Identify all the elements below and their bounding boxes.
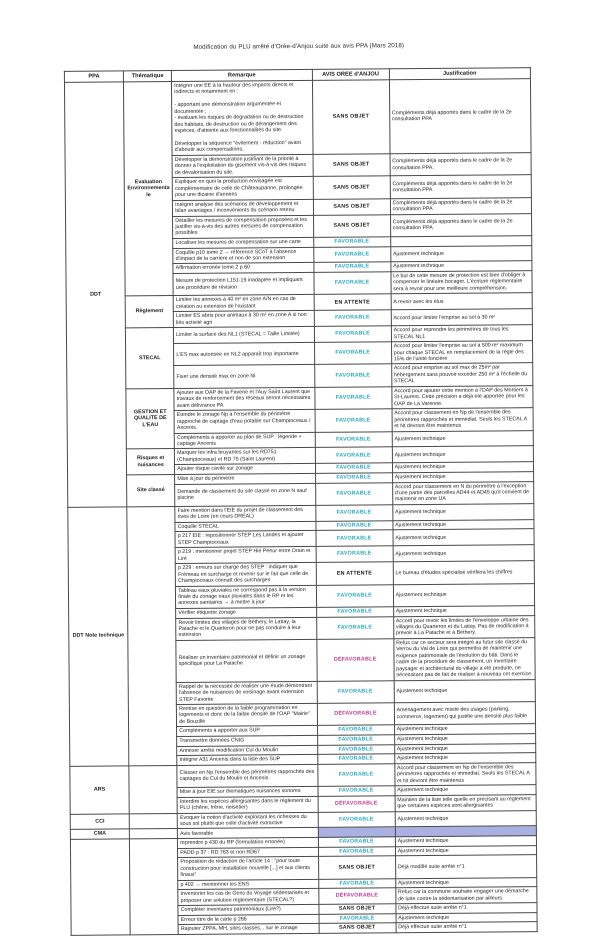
remark-cell: Intégrer une EE à la hauteur des impacts directs et indirects et notamment en : - apportant une démonstration argumentée et documentée ; - évaluant les risques de dégradation ou de destruction des habitats, de destruction ou de dérangement des espèces, d'atteinte aux fonctionnalités du site. Développer la séquence "évitement - réduction" avant d'aboutir aux compensations. <box>172 80 313 155</box>
avis-cell: EN ATTENTE <box>314 294 391 311</box>
remark-cell: Compléments à apporter aux SUP <box>177 726 317 737</box>
justification-cell: Accord pour limiter l'emprise au sol à 30 m² <box>391 309 532 326</box>
thematique-cell <box>129 829 177 839</box>
remark-cell: Proposition de rédaction de l'article 14 : "pour toute construction pour installation nouvelle [...] et aux clients finaux" <box>178 857 318 880</box>
justification-cell: Accord pour revoir les limites de l'enveloppe urbaine des villages du Quarteron et du Lattay. Pas de modification à prévoir à La Patache et à Béthery. <box>393 615 534 638</box>
remark-cell: Intégrer A31 Ancenis dans la liste des SUP <box>177 754 317 765</box>
remark-cell: Limiter ES abris pour animaux à 30 m² en zone A si non liés activité agri <box>173 311 313 328</box>
remark-cell: Ajouter aux OAP de la Faverie et l'Auy Saint Laurent que travaux de renforcement des réseaux seront nécessaires avant délivrance PA <box>174 387 314 410</box>
justification-cell: Accord pour classement en Np de l'ensemble des périmètres rapprochés et immédiat. Seuls les STECAL A et Nt devront être maintenus <box>395 762 536 785</box>
justification-cell: Ajustement technique <box>393 519 534 530</box>
avis-cell <box>318 827 395 837</box>
avis-cell: FAVORABLE <box>319 913 396 923</box>
justification-cell: Ajustement technique <box>395 845 536 856</box>
remark-cell: Interdire les espèces allergisantes dans le règlement du PLU (chêne, frêne, noisetier) <box>177 796 317 813</box>
avis-cell: DÉFAVORABLE <box>318 888 395 905</box>
justification-cell: Ajustement technique <box>394 753 535 764</box>
justification-cell: Aménagement avec mixité des usages (parking, commerce, logement) qui justifie une densité plus faible <box>394 702 535 725</box>
justification-cell: Compléments déjà apportés dans le cadre de la 2e consultation PPA <box>390 175 531 198</box>
avis-cell: FAVORABLE <box>317 735 394 745</box>
justification-cell: Ajustement technique <box>395 877 536 888</box>
remark-cell: Erreur titre de la carte p 266 <box>178 914 318 925</box>
thematique-cell: Evaluation Environnementale <box>124 81 174 296</box>
justification-cell: Déjà effectué suite arrêté n°1 <box>396 922 537 933</box>
avis-cell: FAVORABLE <box>314 326 391 343</box>
avis-cell: FAVORABLE <box>318 878 395 888</box>
avis-cell: FAVORABLE <box>317 744 394 754</box>
remark-cell: Rappel de la nécessité de réaliser une étude démontrant l'absence de nuisances de voisinage avant extension STEP Favorite <box>176 681 316 704</box>
justification-cell: Ajustement technique <box>395 785 536 796</box>
avis-cell: FAVORABLE <box>318 786 395 796</box>
remark-cell: Limiter la surface des NL1 (STECAL = Taille Limitée) <box>174 327 314 344</box>
justification-cell: Accord pour emprise au sol max de 25m² par hébergement sans pouvoir excéder 250 m² à l'échelle du STECAL <box>391 363 532 386</box>
justification-cell: A revoir avec les élus <box>391 293 532 310</box>
remark-cell: Etendre le zonage Np à l'ensemble du périmètre rapproché de captage d'eau potable sur Champtoceaux / Ancenis. <box>174 410 314 433</box>
avis-cell: FAVORABLE <box>313 237 390 247</box>
avis-cell: FAVORABLE <box>315 463 392 473</box>
remark-cell: Coquille p10 tome 2 → référence SCoT à l'absence d'impact de la carrière et non de son extension <box>173 247 313 264</box>
justification-cell: Le but de cette mesure de protection est bien d'obliger à compenser le linéaire bocager. L'écriture réglementaire sera à revoir pour une meilleure compréhension. <box>391 271 532 294</box>
justification-cell: Ajustement technique <box>394 743 535 754</box>
justification-cell: Déjà modifié suite arrêté n°1 <box>395 855 536 878</box>
remark-cell: Rajouter ZPPA, MH, sites classés... sur le zonage <box>178 924 318 935</box>
ppa-cell: ARS <box>70 766 129 814</box>
justification-cell: Ajustement technique <box>392 472 533 483</box>
remark-cell: Compléments à apporter au plan de SUP : légende + captage Ancenis <box>174 432 314 449</box>
justification-cell: Ajustement technique <box>395 810 536 827</box>
justification-cell: Accord pour limiter l'emprise au sol à 500 m² maximum pour chaque STECAL en remplacement de la règle des 15% de l'unité foncière <box>391 341 532 364</box>
justification-cell: Ajustement technique <box>392 462 533 473</box>
remark-cell: Transmettre données CNIG <box>177 735 317 746</box>
avis-cell: FAVORABLE <box>315 482 392 505</box>
thematique-cell: STECAL <box>126 328 175 389</box>
justification-cell: Compléments déjà apportés dans le cadre de la 2e consultation PPA <box>390 213 531 236</box>
avis-cell: FAVORABLE <box>313 272 390 295</box>
avis-cell: DÉFAVORABLE <box>317 703 394 726</box>
justification-cell: Maintien de la liste telle quelle en précisant au règlement que certaines espèces sont allergisantes <box>395 794 536 811</box>
ppa-cell <box>70 839 130 935</box>
remark-cell: Ajouter risque cavité sur zonage <box>175 464 315 475</box>
remark-cell: Détailler les mesures de compensation proposées et les justifier vis-à-vis des autres mesures de compensation possibles <box>173 215 313 238</box>
avis-cell: FAVORABLE <box>317 754 394 764</box>
thematique-cell <box>129 765 177 813</box>
column-header-3: AVIS OREE d'ANJOU <box>312 69 389 81</box>
remark-cell: Intégrer analyse des scénarios de développement et bilan avantages / inconvénients du scénario retenu <box>173 199 313 216</box>
remark-cell: Fixer une densité max en zone Nl <box>174 365 314 388</box>
justification-cell: Accord pour ajouter cette mention à l'OAP des Mortiers à St-Laurent. Cette précision a déjà été apportée pour les OAP de La Varenne. <box>392 385 533 408</box>
remark-cell: Coquille STECAL <box>175 521 315 532</box>
justification-cell: Déjà effectué suite arrêté n°1 <box>396 903 537 914</box>
remark-cell: Mise à jour EIE sur thématiques nuisances sonores <box>177 786 317 797</box>
justification-cell: Ajustement technique <box>393 529 534 546</box>
remark-cell: PADD p 37 : RD 763 et non RD67 <box>178 847 318 858</box>
justification-cell: Compléments déjà apportés dans le cadre de la 2e consultation PPA <box>389 79 531 154</box>
remark-cell: Marquer les infra bruyantes sur les RD751 (Champtoceaux) et RD 75 (Saint Laurent) <box>175 448 315 465</box>
justification-cell: Ajustement technique <box>391 261 532 272</box>
justification-cell: Accord pour reprendre les périmètres de tous les STECAL NL1 <box>391 325 532 342</box>
avis-cell: FAVORABLE <box>316 616 393 639</box>
justification-cell: Ajustement technique <box>392 504 533 521</box>
remark-cell: Compléter inventaires patrimoniaux (Liré?) <box>178 904 318 915</box>
remark-cell: Mise à jour du périmètre <box>175 473 315 484</box>
justification-cell: Ajustement technique <box>393 606 534 617</box>
thematique-cell: Site classé <box>127 474 175 506</box>
justification-cell: Accord pour classement en Np de l'ensemble des périmètres rapprochés et immédiat. Seuls les STECAL A et Nt devront être maintenus <box>392 408 533 431</box>
remark-cell: Evoquer la notion d'activité exploitant les richesses du sous sol plutôt que celle d'activité extractive <box>177 812 317 829</box>
column-header-2: Remarque <box>172 69 312 81</box>
avis-cell: FAVORABLE <box>318 846 395 856</box>
justification-cell: Accord pour classement en N du périmètre à l'exception d'une partie des parcelles AD44 et AD45 qu'il convient de maintenir en zone UA <box>392 481 533 504</box>
remark-cell: Mesure de protection L151-19 inadaptée et impliquant une procédure de révision <box>173 272 313 295</box>
avis-cell: FAVORABLE <box>316 607 393 617</box>
avis-cell: SANS OBJET <box>318 856 395 879</box>
avis-cell: FAVORABLE <box>316 584 393 607</box>
avis-cell: EN ATTENTE <box>316 562 393 585</box>
avis-cell: SANS OBJET <box>313 154 390 177</box>
remark-cell: Vérifier étiquette zonage <box>176 607 316 618</box>
ppa-cell: CCI <box>70 813 129 829</box>
avis-cell: FAVORABLE <box>315 409 392 432</box>
thematique-cell <box>129 813 177 829</box>
remark-cell: p 402 → mentionner les ENS <box>178 879 318 890</box>
avis-cell: FAVORABLE <box>314 342 391 365</box>
ppa-cell: DDT <box>64 82 126 507</box>
remark-cell: reprendre p 430 du RP (formulation erronée) <box>178 837 318 848</box>
justification-cell: Refus car la commune souhaite engager une démarche de lutte contre la sédentarisation par ailleurs <box>395 887 536 904</box>
avis-cell: FAVORABLE <box>315 447 392 464</box>
justification-cell: Ajustement technique <box>394 724 535 735</box>
thematique-cell: Risques et nuisances <box>126 449 174 475</box>
avis-cell: FAVORABLE <box>313 246 390 263</box>
avis-cell: FAVORABLE <box>313 262 390 272</box>
avis-cell: FAVORABLE <box>315 521 392 531</box>
remark-cell: Remise en question de la faible programmation en logements et donc de la faible densité de l'OAP "Mairie" de Bouzillé <box>177 703 317 726</box>
avis-cell: DÉFAVORABLE <box>318 795 395 812</box>
justification-cell: Ajustement technique <box>392 446 533 463</box>
avis-cell: SANS OBJET <box>313 214 390 237</box>
justification-cell: Ajustement technique <box>394 734 535 745</box>
justification-cell: Ajustement technique <box>390 245 531 262</box>
remark-cell: L'ES max autorisée en NL2 apparaît trop importante <box>174 342 314 365</box>
remark-cell: Classer en Np l'ensemble des périmètres rapprochés des captages du Cul du Moulin et Ancenis <box>177 764 317 787</box>
remark-cell: Expliquer en quoi la production envisagée est complémentaire de celle de Châteaupanne, prolongée pour une dizaine d'années <box>172 177 312 200</box>
avis-cell: FAVORABLE <box>316 546 393 563</box>
avis-cell: SANS OBJET <box>313 176 390 199</box>
remark-cell: p 219 : mentionner projet STEP Hié Péeur entre Drain et Liré <box>175 547 315 564</box>
remark-cell: p 217 EIE : repositionner STEP Les Landes et ajouter STEP Champtoceaux <box>175 531 315 548</box>
remark-cell: Avis favorable <box>178 828 318 839</box>
remark-cell: Annexer arrêté modification Cul du Moulin <box>177 745 317 756</box>
justification-cell: Ajustement technique <box>393 545 534 562</box>
avis-cell: FAVORABLE <box>314 387 391 410</box>
ppa-cell: DDT Note technique <box>68 507 129 766</box>
avis-cell: FAVORABLE <box>318 837 395 847</box>
remark-cell: Inventorier les cas de Gens du Voyage sédentarisés et proposer une solution réglementaire (STECAL?) <box>178 889 318 906</box>
justification-cell: Ajustement technique <box>395 836 536 847</box>
remark-cell: Limiter les annexes à 40 m² en zone A/N en cas de création ou extension de l'existant <box>173 295 313 312</box>
thematique-cell <box>130 839 179 935</box>
avis-cell: FAVORABLE <box>317 725 394 735</box>
remark-cell: Réaliser un inventaire patrimonial et définir un zonage spécifique pour La Patache <box>176 639 317 682</box>
avis-cell: FAVORABLE <box>318 811 395 828</box>
justification-cell: Ajustement technique <box>393 583 534 606</box>
avis-cell: FAVORABLE <box>315 505 392 522</box>
avis-table <box>64 67 538 936</box>
avis-cell: DÉFAVORABLE <box>316 639 393 681</box>
justification-cell: Ajustement technique <box>394 679 535 702</box>
avis-cell: SANS OBJET <box>312 80 390 155</box>
avis-cell: FAVORABLE <box>317 680 394 703</box>
justification-cell: Ajustement technique <box>396 912 537 923</box>
remark-cell: Localiser les mesures de compensation sur une carte <box>173 237 313 248</box>
justification-cell: Refus car ce secteur sera intégré au futur site classé du Verrou du Val de Loire qui permettra de maintenir une exigence patrimoniale de l'évolution du bâti. Dans le cadre de la procédure de classement, un inventaire paysager et architectural du village a été produite, ne nécessitant pas de fait de réaliser à nouveau cet exercice <box>394 638 536 681</box>
remark-cell: Tableau eaux pluviales ne correspond pas à la version finale du zonage eaux pluviales dans le RP et les annexes sanitaires → à mettre à jour <box>176 585 316 608</box>
justification-cell: Le bureau d'études spécialisé vérifiera les chiffres <box>393 561 534 584</box>
remark-cell: Demande de classement du site classé en zone N sauf piscine <box>175 483 315 506</box>
justification-cell: Ajustement technique <box>392 430 533 447</box>
avis-cell: SANS OBJET <box>318 904 395 914</box>
table-body <box>64 79 537 936</box>
column-header-0: PPA <box>64 71 123 82</box>
ppa-cell: CMA <box>70 829 129 839</box>
avis-cell: SANS OBJET <box>319 923 396 933</box>
thematique-cell: GESTION ET QUALITE DE L'EAU <box>126 388 175 449</box>
justification-cell: Compléments déjà apportés dans le cadre de la 2e consultation PPA. <box>390 153 531 176</box>
remark-cell: Développer la démonstration justifiant de la priorité à donner à l'exploitation du gisement vis-à-vis des risques de dévalorisation du site. <box>172 154 312 177</box>
thematique-cell: Règlement <box>125 296 173 328</box>
thematique-cell <box>127 506 177 765</box>
avis-cell: SANS OBJET <box>313 198 390 215</box>
avis-cell: FAVORABLE <box>315 431 392 448</box>
column-header-1: Thématique <box>124 71 172 82</box>
remark-cell: Faire mention dans l'EIE du projet de classement des rives de Loire (en cours DREAL) <box>175 505 315 522</box>
table-row <box>64 79 531 157</box>
remark-cell: Revoir limites des villages de Béthery, le Lattay, la Patache et le Quarteron pour ne pas conduire à leur extension <box>176 617 316 640</box>
avis-cell: FAVORABLE <box>316 530 393 547</box>
justification-cell: Compléments déjà apportés dans le cadre de la 2e consultation PPA <box>390 197 531 214</box>
avis-cell: FAVORABLE <box>314 364 391 387</box>
avis-cell: FAVORABLE <box>317 763 394 786</box>
column-header-4: Justification <box>389 68 530 80</box>
remark-cell: p 229 : erreurs sur charge des STEP : indiquer que Frémeau en surcharge et revenir sur le fait que celle de Champtoceaux connaît des surcharges <box>175 563 315 586</box>
document-title: Modification du PLU arrêté d'Orée-d'Anjou suite aux avis PPA (Mars 2018) <box>193 42 405 51</box>
avis-cell: FAVORABLE <box>314 310 391 327</box>
avis-cell: FAVORABLE <box>315 473 392 483</box>
remark-cell: Affirmation erronée tome 2 p 60 <box>173 263 313 274</box>
